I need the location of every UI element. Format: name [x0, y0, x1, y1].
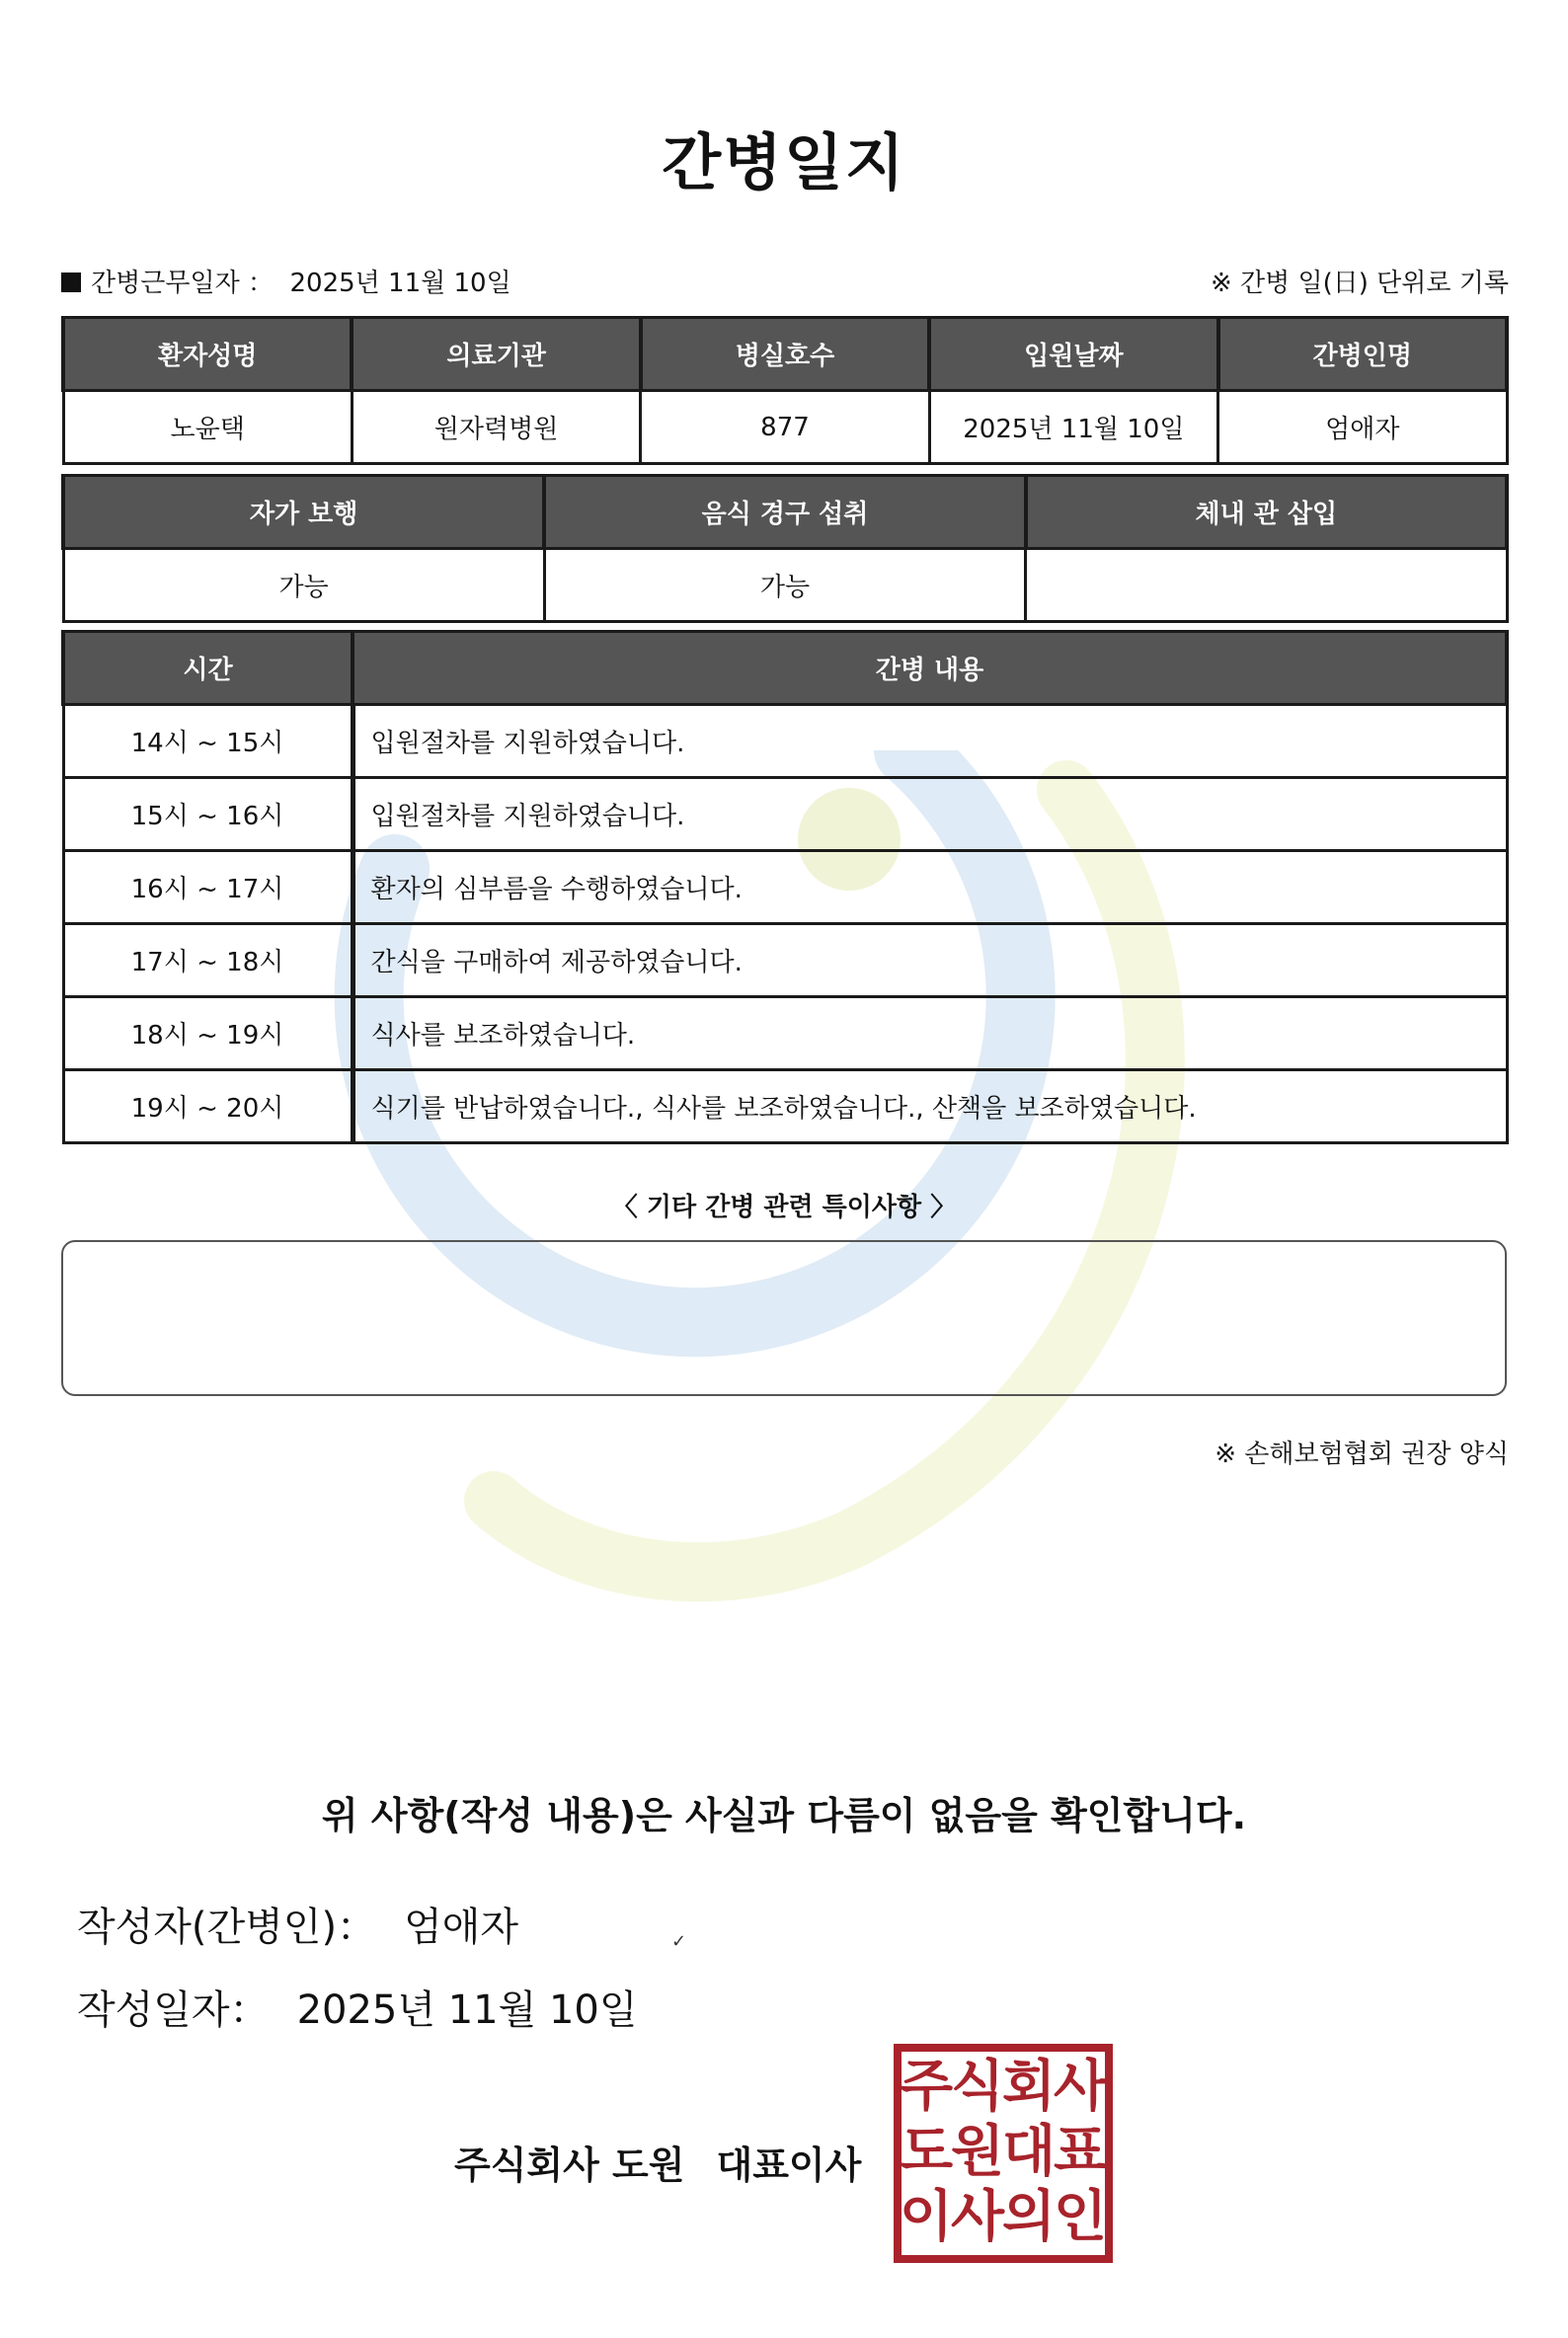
- notes-title: 〈 기타 간병 관련 특이사항 〉: [611, 1193, 957, 1222]
- page-title: 간병일지: [662, 126, 906, 198]
- log-time: 19시 ~ 20시: [63, 1070, 353, 1143]
- caregiver-name: 엄애자: [1218, 391, 1507, 464]
- log-content: 입원절차를 지원하였습니다.: [353, 778, 1507, 851]
- seal-character: 식: [950, 2055, 1005, 2119]
- square-bullet-icon: [61, 273, 81, 292]
- write-date-label: 작성일자：: [77, 1987, 270, 2033]
- confirmation-statement: 위 사항(작성 내용)은 사실과 다름이 없음을 확인합니다.: [321, 1794, 1247, 1837]
- seal-character: 표: [1053, 2120, 1108, 2184]
- table-row: [63, 997, 1507, 1070]
- log-time: 14시 ~ 15시: [63, 705, 353, 778]
- patient-info-table: [61, 316, 1509, 465]
- log-time: 18시 ~ 19시: [63, 997, 353, 1070]
- table-row: [63, 851, 1507, 924]
- seal-character: 사: [950, 2185, 1005, 2249]
- write-date-line: [77, 1979, 638, 2035]
- recommend-note: ※ 손해보험협회 권장 양식: [1215, 1440, 1509, 1469]
- seal-character: 회: [1001, 2055, 1057, 2119]
- check-mark-icon: ✓: [671, 1931, 687, 1952]
- header-hospital: 의료기관: [352, 318, 640, 391]
- hospital: 원자력병원: [352, 391, 640, 464]
- unit-note: ※ 간병 일(日) 단위로 기록: [1210, 269, 1509, 298]
- log-time: 16시 ~ 17시: [63, 851, 353, 924]
- tube-insertion: [1026, 549, 1507, 622]
- header-self-walking: 자가 보행: [63, 476, 544, 549]
- header-patient-name: 환자성명: [63, 318, 352, 391]
- seal-character: 원: [950, 2120, 1005, 2184]
- table-row: [63, 778, 1507, 851]
- seal-character: 사: [1053, 2055, 1108, 2119]
- company-name: 주식회사 도원: [454, 2143, 685, 2187]
- seal-character: 이: [899, 2185, 954, 2249]
- table-row: [63, 705, 1507, 778]
- log-content: 입원절차를 지원하였습니다.: [353, 705, 1507, 778]
- log-time: 15시 ~ 16시: [63, 778, 353, 851]
- header-time: 시간: [63, 632, 353, 705]
- company-signature: [454, 2135, 861, 2189]
- notes-box: [61, 1240, 1507, 1396]
- seal-character: 인: [1053, 2185, 1108, 2249]
- header-room: 병실호수: [641, 318, 929, 391]
- header-caregiver-name: 간병인명: [1218, 318, 1507, 391]
- admission-date: 2025년 11월 10일: [929, 391, 1217, 464]
- seal-character: 의: [1001, 2185, 1057, 2249]
- header-admission-date: 입원날짜: [929, 318, 1217, 391]
- patient-status-table: [61, 474, 1509, 623]
- log-content: 식사를 보조하였습니다.: [353, 997, 1507, 1070]
- oral-intake: 가능: [544, 549, 1025, 622]
- company-role: 대표이사: [716, 2143, 862, 2187]
- log-content: 간식을 구매하여 제공하였습니다.: [353, 924, 1507, 997]
- work-date-label: 간병근무일자 ：: [91, 269, 274, 298]
- seal-character: 대: [1001, 2120, 1057, 2184]
- writer-label: 작성자(간병인)：: [77, 1905, 377, 1950]
- header-tube-insertion: 체내 관 삽입: [1026, 476, 1507, 549]
- writer-line: [77, 1896, 518, 1952]
- seal-character: 주: [899, 2055, 954, 2119]
- work-date-value: 2025년 11월 10일: [289, 269, 511, 298]
- work-date: [61, 263, 511, 299]
- table-row: [63, 924, 1507, 997]
- header-oral-intake: 음식 경구 섭취: [544, 476, 1025, 549]
- log-content: 환자의 심부름을 수행하였습니다.: [353, 851, 1507, 924]
- self-walking: 가능: [63, 549, 544, 622]
- company-seal-stamp: [894, 2044, 1113, 2263]
- write-date-value: 2025년 11월 10일: [296, 1987, 638, 2033]
- room-number: 877: [641, 391, 929, 464]
- table-row: [63, 1070, 1507, 1143]
- log-content: 식기를 반납하였습니다., 식사를 보조하였습니다., 산책을 보조하였습니다.: [353, 1070, 1507, 1143]
- writer-name: 엄애자: [404, 1905, 518, 1950]
- patient-name: 노윤택: [63, 391, 352, 464]
- log-time: 17시 ~ 18시: [63, 924, 353, 997]
- care-log-table: [61, 630, 1509, 1144]
- header-care-content: 간병 내용: [353, 632, 1507, 705]
- seal-character: 도: [899, 2120, 954, 2184]
